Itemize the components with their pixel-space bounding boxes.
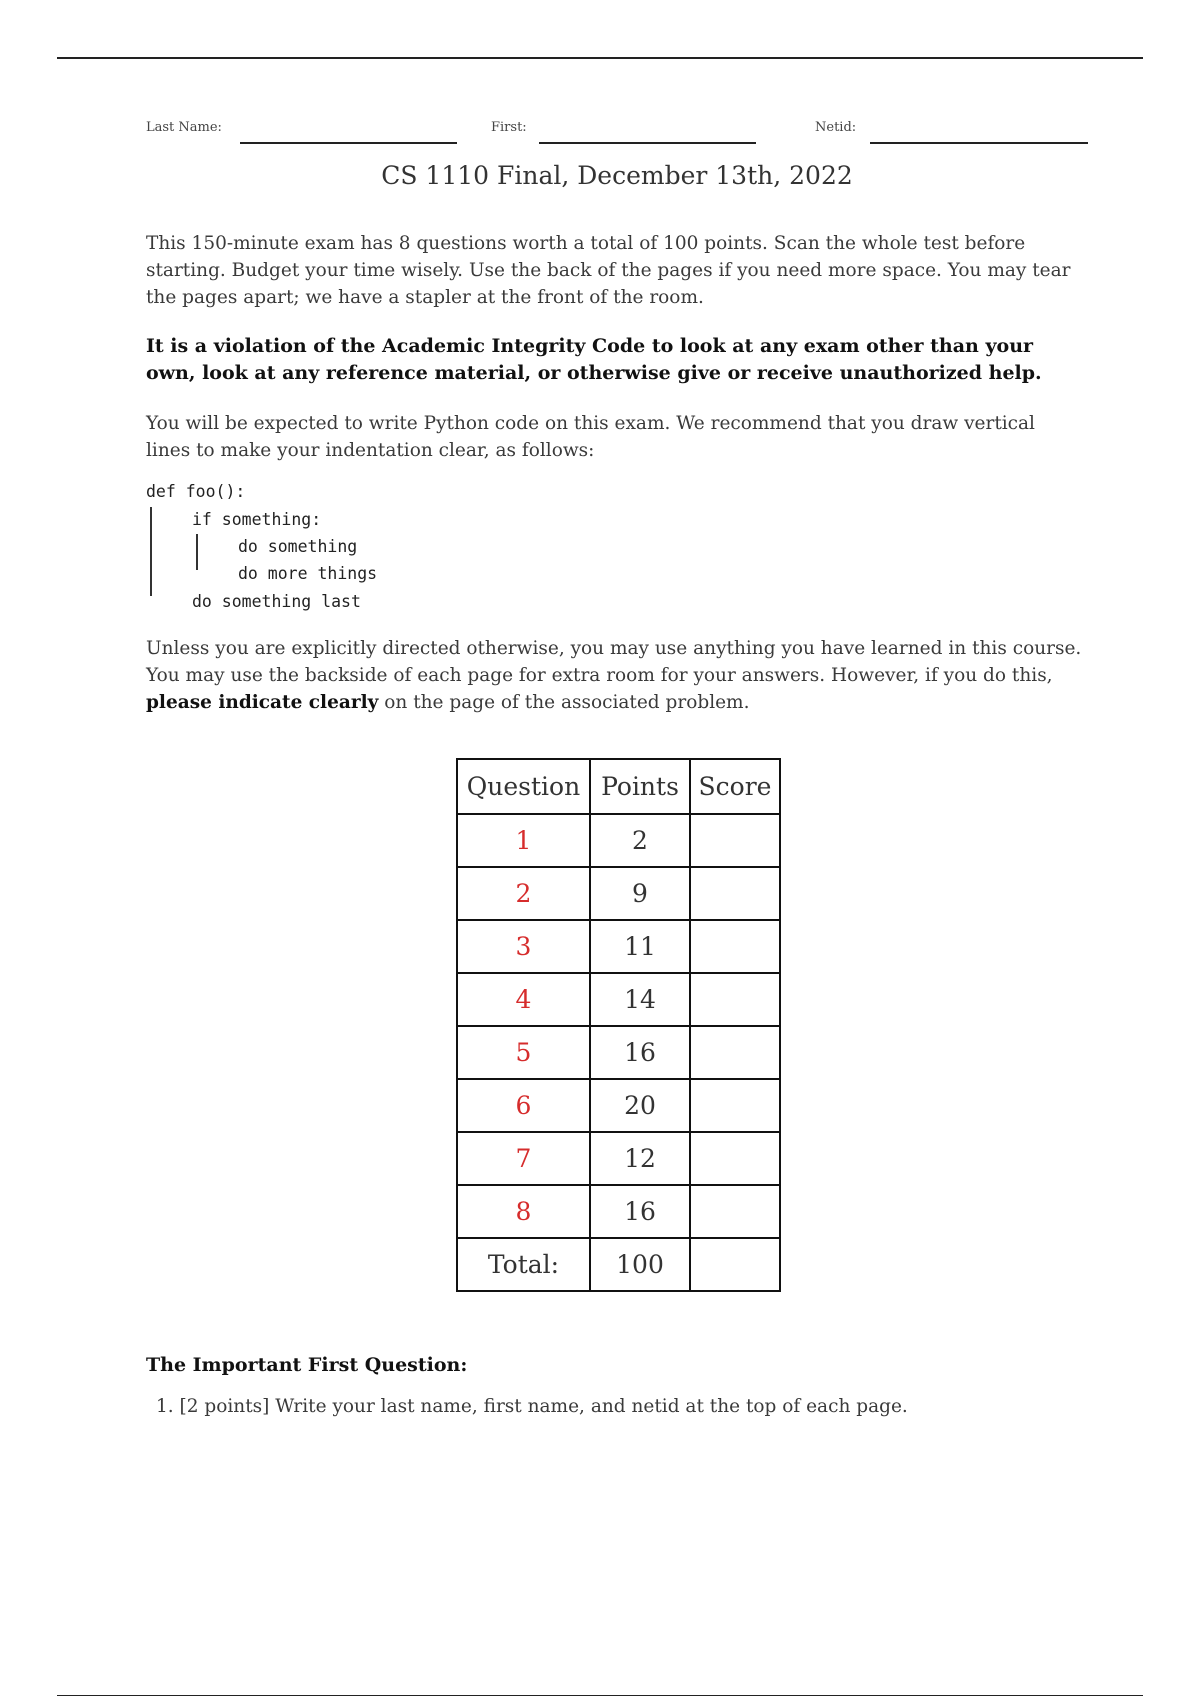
rules-line: You may use the backside of each page for extra room for your answers. However, if you do this, [146,665,1053,686]
total-points: 100 [590,1238,690,1291]
table-row [457,973,780,1026]
exam-title: CS 1110 Final, December 13th, 2022 [381,161,853,190]
score-table [456,758,781,1292]
score-cell[interactable] [690,1026,780,1079]
top-rule [57,57,1143,59]
score-cell[interactable] [690,973,780,1026]
column-header: Score [690,759,780,814]
table-row [457,1185,780,1238]
integrity-line: own, look at any reference material, or otherwise give or receive unauthorized help. [146,362,1042,384]
question-number[interactable]: 8 [457,1185,590,1238]
table-total-row [457,1238,780,1291]
points-cell: 12 [590,1132,690,1185]
points-cell: 16 [590,1026,690,1079]
score-cell[interactable] [690,1132,780,1185]
total-score-cell[interactable] [690,1238,780,1291]
rules-line [146,689,1088,716]
integrity-line: It is a violation of the Academic Integrity Code to look at any exam other than your [146,335,1034,357]
python-note [146,410,1088,464]
question-number[interactable]: 4 [457,973,590,1026]
score-cell[interactable] [690,814,780,867]
netid-blank[interactable] [870,142,1088,144]
first-name-label: First: [491,120,527,135]
score-cell[interactable] [690,1185,780,1238]
indent-guide [196,534,198,570]
student-info-header [146,118,1088,148]
question-number[interactable]: 2 [457,867,590,920]
score-cell[interactable] [690,1079,780,1132]
code-line: do something last [192,592,361,611]
emphasis-text: please indicate clearly [146,692,379,713]
code-line: if something: [192,510,322,529]
question-number[interactable]: 1 [457,814,590,867]
table-row [457,814,780,867]
score-cell[interactable] [690,867,780,920]
column-header: Points [590,759,690,814]
code-line: do something [238,537,358,556]
table-row [457,1079,780,1132]
score-cell[interactable] [690,920,780,973]
intro-line: This 150-minute exam has 8 questions worth a total of 100 points. Scan the whole test before [146,233,1026,254]
question-number[interactable]: 6 [457,1079,590,1132]
table-row [457,867,780,920]
intro-line: the pages apart; we have a stapler at the front of the room. [146,287,704,308]
rules-line: Unless you are explicitly directed otherwise, you may use anything you have learned in this course. [146,638,1082,659]
last-name-blank[interactable] [240,142,457,144]
python-note-line: You will be expected to write Python code on this exam. We recommend that you draw vertical [146,413,1035,434]
question-number[interactable]: 3 [457,920,590,973]
rules-line-rest: on the page of the associated problem. [378,692,750,713]
column-header: Question [457,759,590,814]
points-cell: 16 [590,1185,690,1238]
code-line: do more things [238,564,378,583]
last-name-label: Last Name: [146,120,222,135]
points-cell: 20 [590,1079,690,1132]
first-question-item: 1. [2 points] Write your last name, first name, and netid at the top of each page. [156,1396,908,1417]
intro-line: starting. Budget your time wisely. Use the back of the pages if you need more space. You may tear [146,260,1071,281]
table-row [457,920,780,973]
question-number[interactable]: 5 [457,1026,590,1079]
first-name-blank[interactable] [539,142,756,144]
first-question-heading: The Important First Question: [146,1354,468,1376]
netid-label: Netid: [815,120,857,135]
points-cell: 14 [590,973,690,1026]
intro-paragraph [146,230,1088,311]
points-cell: 11 [590,920,690,973]
python-note-line: lines to make your indentation clear, as follows: [146,440,595,461]
total-label: Total: [457,1238,590,1291]
table-header-row [457,759,780,814]
table-row [457,1132,780,1185]
bottom-rule [57,1695,1143,1696]
rules-paragraph [146,635,1088,716]
code-line: def foo(): [146,482,246,501]
table-row [457,1026,780,1079]
question-number[interactable]: 7 [457,1132,590,1185]
points-cell: 9 [590,867,690,920]
indent-guide [150,507,152,596]
integrity-statement [146,333,1088,387]
points-cell: 2 [590,814,690,867]
